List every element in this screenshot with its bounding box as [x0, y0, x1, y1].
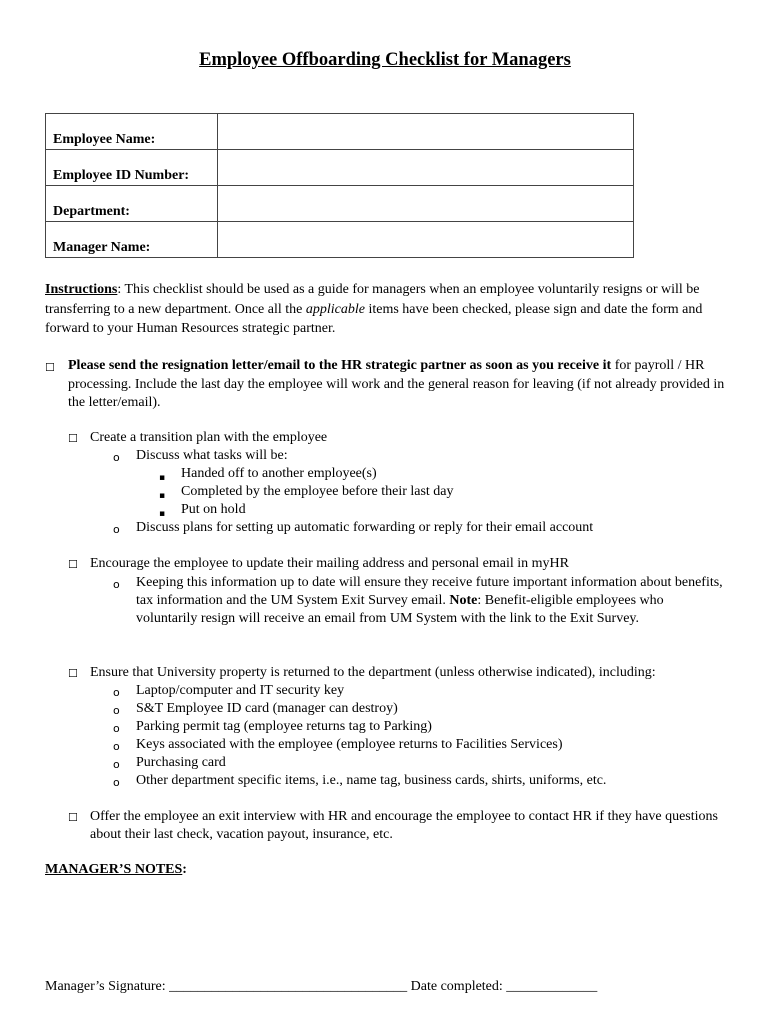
manager-name-label: Manager Name:	[46, 222, 218, 258]
signature-line	[45, 978, 597, 996]
sub-item-exit-survey-text-b: : Benefit-eligible employees who voluntarily resign will receive an email from UM System with the link to the Exit Survey.	[136, 593, 664, 626]
page-title: Employee Offboarding Checklist for Managers	[199, 50, 571, 70]
employee-name-label: Employee Name:	[46, 114, 218, 150]
sub-item-id-card: S&T Employee ID card (manager can destroy)	[136, 701, 398, 716]
sub-item-discuss-tasks: Discuss what tasks will be:	[136, 448, 288, 463]
managers-notes-heading	[45, 861, 187, 879]
sub-item-laptop: Laptop/computer and IT security key	[136, 683, 345, 698]
employee-name-field[interactable]	[218, 114, 634, 150]
instructions-paragraph	[45, 280, 730, 339]
sub-item-exit-survey-text-a: Keeping this information up to date will ensure they receive future important information about benefits, tax information and the UM System Exit Survey email.	[136, 575, 723, 608]
employee-id-field[interactable]	[218, 150, 634, 186]
square-bullet: ▪	[159, 491, 166, 501]
form-row-manager-name	[46, 222, 634, 258]
checkbox-transition-plan[interactable]: ☐	[68, 432, 78, 445]
item-1-text: for payroll / HR processing. Include the last day the employee will work and the general reason for leaving (if not already provided in the letter/email).	[68, 358, 725, 410]
checkbox-exit-interview[interactable]: ☐	[68, 811, 78, 824]
instructions-emphasis: applicable	[305, 301, 365, 317]
note-label: Note	[449, 593, 478, 608]
signature-label: Manager’s Signature:	[45, 979, 170, 994]
circle-bullet: o	[113, 686, 120, 699]
department-field[interactable]	[218, 186, 634, 222]
managers-notes-colon: :	[182, 862, 187, 877]
sub-item-other-items: Other department specific items, i.e., name tag, business cards, shirts, uniforms, etc.	[136, 773, 607, 788]
employee-id-label: Employee ID Number:	[46, 150, 218, 186]
circle-bullet: o	[113, 776, 120, 789]
bullet-completed: Completed by the employee before their last day	[181, 484, 454, 499]
circle-bullet: o	[113, 523, 120, 536]
sub-item-email-forwarding: Discuss plans for setting up automatic forwarding or reply for their email account	[136, 520, 594, 535]
square-bullet: ▪	[159, 473, 166, 483]
sub-item-exit-survey	[136, 574, 726, 628]
item-mailing-address: Encourage the employee to update their mailing address and personal email in myHR	[90, 556, 569, 571]
item-exit-interview: Offer the employee an exit interview with HR and encourage the employee to contact HR if they have questions about their last check, vacation payout, insurance, etc.	[90, 809, 718, 842]
employee-info-table	[45, 113, 634, 258]
form-row-employee-name	[46, 114, 634, 150]
circle-bullet: o	[113, 758, 120, 771]
item-resignation-letter	[68, 357, 728, 413]
instructions-text-2: items have been checked, please sign and date the form and forward to your Human Resources strategic partner.	[45, 301, 703, 336]
item-1-bold-text: Please send the resignation letter/email to the HR strategic partner as soon as you receive it	[68, 358, 612, 373]
sub-item-purchasing-card: Purchasing card	[136, 755, 226, 770]
date-completed-label: Date completed:	[407, 979, 507, 994]
square-bullet: ▪	[159, 509, 166, 519]
circle-bullet: o	[113, 578, 120, 591]
item-transition-plan: Create a transition plan with the employee	[90, 430, 328, 445]
circle-bullet: o	[113, 740, 120, 753]
managers-notes-heading-text: MANAGER’S NOTES	[45, 862, 183, 877]
department-label: Department:	[46, 186, 218, 222]
circle-bullet: o	[113, 722, 120, 735]
checkbox-mailing-address[interactable]: ☐	[68, 558, 78, 571]
sub-item-parking-permit: Parking permit tag (employee returns tag to Parking)	[136, 719, 432, 734]
bullet-put-on-hold: Put on hold	[181, 502, 246, 517]
checkbox-resignation-letter[interactable]: ☐	[45, 361, 55, 374]
signature-field[interactable]: __________________________________	[169, 979, 408, 994]
instructions-heading: Instructions	[45, 282, 118, 297]
bullet-handed-off: Handed off to another employee(s)	[181, 466, 377, 481]
circle-bullet: o	[113, 451, 120, 464]
item-university-property: Ensure that University property is returned to the department (unless otherwise indicated), including:	[90, 665, 656, 680]
checkbox-university-property[interactable]: ☐	[68, 667, 78, 680]
form-row-employee-id	[46, 150, 634, 186]
instructions-text-1: : This checklist should be used as a guide for managers when an employee voluntarily resigns or will be transferring to a new department. Once all the	[45, 282, 700, 317]
date-completed-field[interactable]: _____________	[506, 979, 598, 994]
manager-name-field[interactable]	[218, 222, 634, 258]
form-row-department	[46, 186, 634, 222]
sub-item-keys: Keys associated with the employee (employee returns to Facilities Services)	[136, 737, 563, 752]
circle-bullet: o	[113, 704, 120, 717]
